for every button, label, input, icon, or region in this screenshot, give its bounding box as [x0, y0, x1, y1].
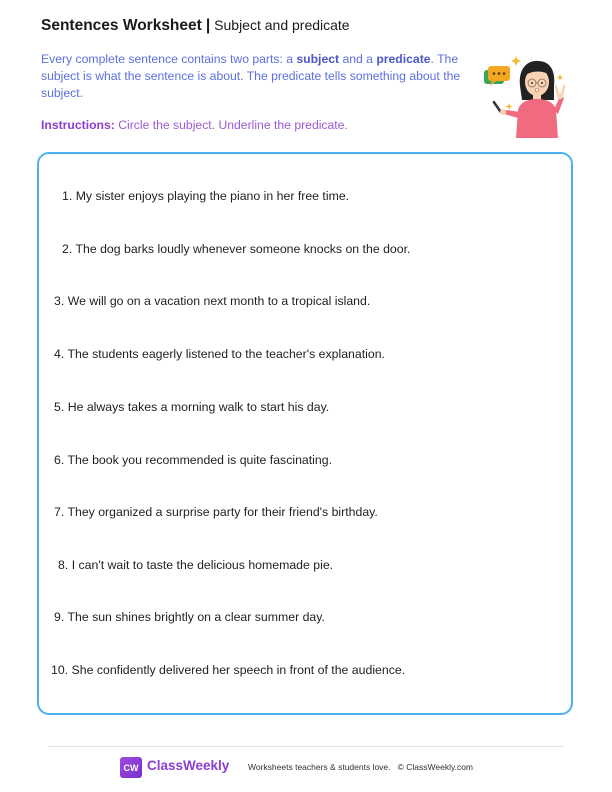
sentence-number: 5.	[54, 400, 65, 414]
instructions-label: Instructions:	[41, 118, 115, 132]
sentence-item	[58, 558, 333, 572]
title-separator: |	[205, 17, 211, 34]
sentence-text: He always takes a morning walk to start his day.	[67, 400, 330, 414]
sentence-item	[54, 400, 329, 414]
sentence-item	[51, 663, 405, 677]
title-main: Sentences Worksheet	[41, 17, 202, 34]
copyright-text: © ClassWeekly.com	[397, 762, 474, 772]
sentence-item	[54, 505, 378, 519]
footer-tagline	[248, 762, 473, 772]
sentence-item	[62, 242, 410, 256]
worksheet-title	[41, 17, 350, 35]
sentence-number: 9.	[54, 610, 65, 624]
sentence-text: She confidently delivered her speech in front of the audience.	[71, 663, 406, 677]
sentence-number: 6.	[54, 453, 65, 467]
sentence-number: 10.	[51, 663, 69, 677]
sentence-text: I can't wait to taste the delicious homemade pie.	[71, 558, 334, 572]
instructions-text: Circle the subject. Underline the predicate.	[114, 118, 348, 132]
sentence-number: 2.	[62, 242, 73, 256]
sentence-item	[62, 189, 349, 203]
sentence-text: The students eagerly listened to the teacher's explanation.	[67, 347, 385, 361]
predicate-term: predicate	[376, 52, 431, 66]
footer-divider	[48, 746, 564, 747]
title-subtitle: Subject and predicate	[214, 17, 350, 33]
sentence-text: The dog barks loudly whenever someone knocks on the door.	[75, 242, 411, 256]
teacher-illustration-icon	[478, 48, 566, 138]
instructions	[41, 118, 348, 132]
sentence-item	[54, 347, 385, 361]
tagline-text: Worksheets teachers & students love.	[248, 762, 391, 772]
sentence-item	[54, 294, 370, 308]
intro-text: and a	[339, 52, 377, 66]
sentence-item	[54, 610, 325, 624]
sentence-text: We will go on a vacation next month to a tropical island.	[67, 294, 371, 308]
intro-text: Every complete sentence contains two parts: a	[41, 52, 297, 66]
intro-text: . The subject is what the sentence is about. The predicate tells something about the subject.	[41, 52, 461, 100]
sentence-number: 7.	[54, 505, 65, 519]
sentence-number: 1.	[62, 189, 73, 203]
classweekly-logo-icon[interactable]: CW	[120, 757, 142, 778]
sentence-text: The sun shines brightly on a clear summer day.	[67, 610, 325, 624]
sentence-number: 3.	[54, 294, 65, 308]
sentences-box	[37, 152, 573, 715]
sentence-number: 4.	[54, 347, 65, 361]
sentence-number: 8.	[58, 558, 69, 572]
subject-term: subject	[296, 52, 340, 66]
sentence-item	[54, 453, 332, 467]
brand-name[interactable]: ClassWeekly	[147, 758, 230, 773]
intro-paragraph	[41, 51, 461, 102]
sentence-text: My sister enjoys playing the piano in her free time.	[75, 189, 350, 203]
sentence-text: The book you recommended is quite fascinating.	[67, 453, 333, 467]
sentence-text: They organized a surprise party for their friend's birthday.	[67, 505, 378, 519]
